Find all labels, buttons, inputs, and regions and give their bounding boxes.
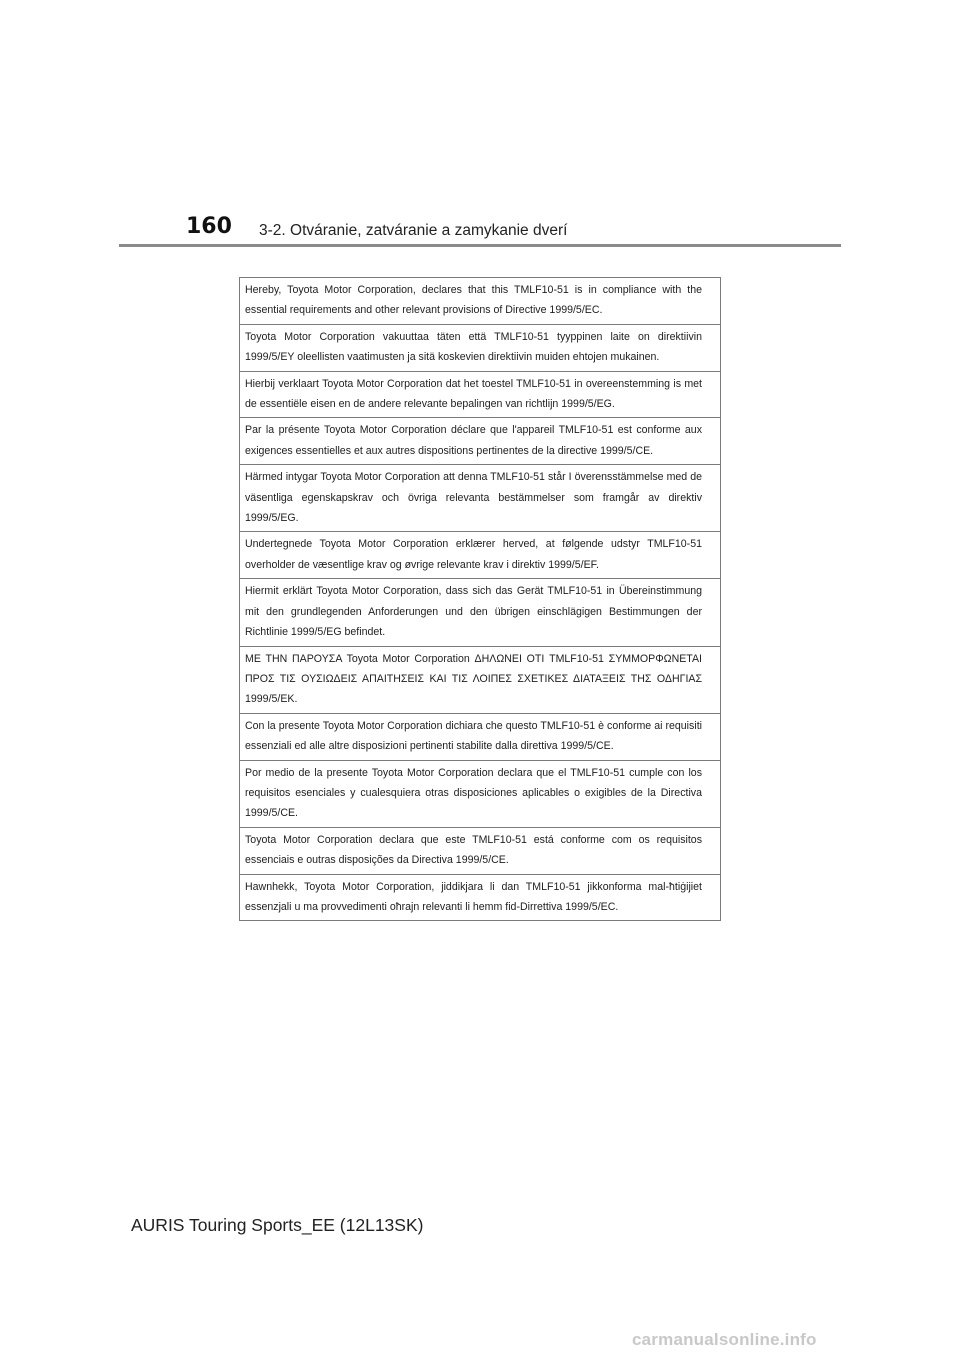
declaration-table	[239, 277, 721, 921]
page-number: 160	[186, 214, 232, 239]
declaration-spanish: Por medio de la presente Toyota Motor Corporation declara que el TMLF10-51 cumple con los requisitos esenciales y cualesquiera otras disposiciones aplicables o exigibles de la Directiva 1999/5/CE.	[240, 760, 721, 827]
table-row	[240, 874, 721, 921]
table-row	[240, 465, 721, 532]
table-row	[240, 324, 721, 371]
table-row	[240, 532, 721, 579]
declaration-french: Par la présente Toyota Motor Corporation déclare que l'appareil TMLF10-51 est conforme aux exigences essentielles et aux autres dispositions pertinentes de la directive 1999/5/CE.	[240, 418, 721, 465]
declaration-swedish: Härmed intygar Toyota Motor Corporation att denna TMLF10-51 står I överensstämmelse med de väsentliga egenskapskrav och övriga relevanta bestämmelser som framgår av direktiv 1999/5/EG.	[240, 465, 721, 532]
table-row	[240, 646, 721, 713]
table-row	[240, 827, 721, 874]
page-header	[0, 0, 960, 250]
table-row	[240, 579, 721, 646]
declaration-danish: Undertegnede Toyota Motor Corporation erklærer herved, at følgende udstyr TMLF10-51 overholder de væsentlige krav og øvrige relevante krav i direktiv 1999/5/EF.	[240, 532, 721, 579]
watermark: carmanualsonline.info	[632, 1330, 817, 1349]
section-title: 3-2. Otváranie, zatváranie a zamykanie dverí	[259, 222, 568, 239]
header-divider	[119, 244, 841, 247]
declaration-portuguese: Toyota Motor Corporation declara que este TMLF10-51 está conforme com os requisitos essenciais e outras disposições da Directiva 1999/5/CE.	[240, 827, 721, 874]
declaration-italian: Con la presente Toyota Motor Corporation dichiara che questo TMLF10-51 è conforme ai requisiti essenziali ed alle altre disposizioni pertinenti stabilite dalla direttiva 1999/5/CE.	[240, 713, 721, 760]
table-row	[240, 713, 721, 760]
declaration-english: Hereby, Toyota Motor Corporation, declares that this TMLF10-51 is in compliance with the essential requirements and other relevant provisions of Directive 1999/5/EC.	[240, 278, 721, 325]
declaration-maltese: Hawnhekk, Toyota Motor Corporation, jiddikjara li dan TMLF10-51 jikkonforma mal-ħtiġijiet essenzjali u ma provvedimenti oħrajn relevanti li hemm fid-Dirrettiva 1999/5/EC.	[240, 874, 721, 921]
declaration-greek: ΜΕ ΤΗΝ ΠΑΡΟΥΣΑ Toyota Motor Corporation ΔΗΛΩΝΕΙ ΟΤΙ TMLF10-51 ΣΥΜΜΟΡΦΩΝΕΤΑΙ ΠΡΟΣ ΤΙΣ ΟΥΣΙΩΔΕΙΣ ΑΠΑΙΤΗΣΕΙΣ ΚΑΙ ΤΙΣ ΛΟΙΠΕΣ ΣΧΕΤΙΚΕΣ ΔΙΑΤΑΞΕΙΣ ΤΗΣ ΟΔΗΓΙΑΣ 1999/5/ΕΚ.	[240, 646, 721, 713]
footer-model-label: AURIS Touring Sports_EE (12L13SK)	[131, 1215, 424, 1235]
declaration-german: Hiermit erklärt Toyota Motor Corporation, dass sich das Gerät TMLF10-51 in Übereinstimmung mit den grundlegenden Anforderungen und den übrigen einschlägigen Bestimmungen der Richtlinie 1999/5/EG befindet.	[240, 579, 721, 646]
declaration-dutch: Hierbij verklaart Toyota Motor Corporation dat het toestel TMLF10-51 in overeenstemming is met de essentiële eisen en de andere relevante bepalingen van richtlijn 1999/5/EG.	[240, 371, 721, 418]
table-row	[240, 760, 721, 827]
table-row	[240, 371, 721, 418]
table-row	[240, 278, 721, 325]
declaration-finnish: Toyota Motor Corporation vakuuttaa täten että TMLF10-51 tyyppinen laite on direktiivin 1999/5/EY oleellisten vaatimusten ja sitä koskevien direktiivin muiden ehtojen mukainen.	[240, 324, 721, 371]
table-row	[240, 418, 721, 465]
